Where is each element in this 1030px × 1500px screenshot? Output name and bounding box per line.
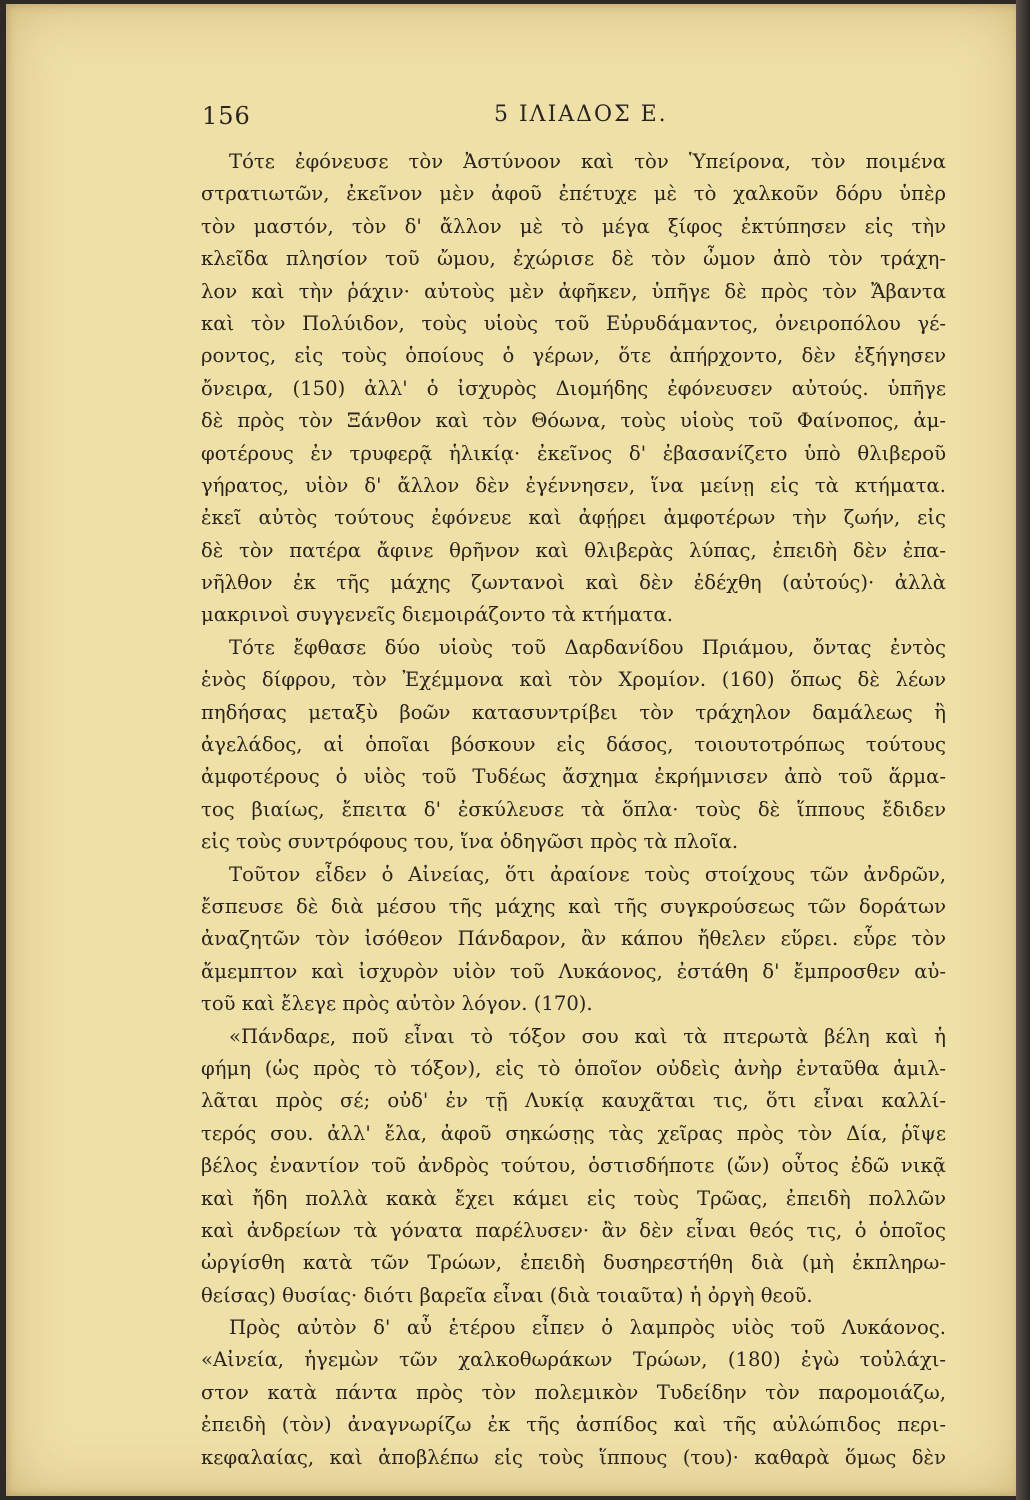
text-line: Πρὸς αὐτὸν δ' αὖ ἑτέρου εἶπεν ὁ λαμπρὸς υἱὸς τοῦ Λυκάονος. <box>229 1316 946 1340</box>
text-line: Τοῦτον εἶδεν ὁ Αἰνείας, ὅτι ἀραίονε τοὺς στοίχους τῶν ἀνδρῶν, <box>229 862 946 886</box>
text-line: Τότε ἐφόνευσε τὸν Ἀστύνοον καὶ τὸν Ὑπείρονα, τὸν ποιμένα <box>229 150 946 173</box>
text-line: τὸν μαστόν, τὸν δ' ἄλλον μὲ τὸ μέγα ξίφος ἐκτύπησεν εἰς τὴν <box>201 214 946 238</box>
text-line: καὶ τὸν Πολύιδον, τοὺς υἱοὺς τοῦ Εὐρυδάμαντος, ὀνειροπόλου γέ- <box>201 311 946 335</box>
text-line: κλεῖδα πλησίον τοῦ ὤμου, ἐχώρισε δὲ τὸν ὦμον ἀπὸ τὸν τράχη- <box>201 247 946 271</box>
text-line: στον κατὰ πάντα πρὸς τὸν πολεμικὸν Τυδείδην τὸν παρομοιάζω, <box>201 1380 946 1404</box>
text-line: ἀμφοτέρους ὁ υἱὸς τοῦ Τυδέως ἄσχημα ἐκρήμνισεν ἀπὸ τοῦ ἅρμα- <box>201 765 946 789</box>
book-edge <box>1016 0 1030 1500</box>
text-line: Τότε ἔφθασε δύο υἱοὺς τοῦ Δαρδανίδου Πριάμου, ὄντας ἐντὸς <box>229 635 946 659</box>
text-line: φήμη (ὡς πρὸς τὸ τόξον), εἰς τὸ ὁποῖον οὐδεὶς ἀνὴρ ἐνταῦθα ἁμιλ- <box>201 1056 946 1080</box>
text-line: ἑνὸς δίφρου, τὸν Ἐχέμμονα καὶ τὸν Χρομίον. (160) ὅπως δὲ λέων <box>201 668 946 692</box>
text-line: γήρατος, υἱὸν δ' ἄλλον δὲν ἐγέννησεν, ἵνα μείνῃ εἰς τὰ κτήματα. <box>201 473 946 497</box>
page-number: 156 <box>202 102 251 130</box>
text-line: καὶ ἀνδρείων τὰ γόνατα παρέλυσεν· ἂν δὲν εἶναι θεός τις, ὁ ὁποῖος <box>201 1218 946 1242</box>
text-line: μακρινοὶ συγγενεῖς διεμοιράζοντο τὰ κτήματα. <box>201 603 674 627</box>
text-line: στρατιωτῶν, ἐκεῖνον μὲν ἀφοῦ ἐπέτυχε μὲ τὸ χαλκοῦν δόρυ ὑπὲρ <box>201 182 946 206</box>
text-line: ὠργίσθη κατὰ τῶν Τρώων, ἐπειδὴ δυσηρεστήθη διὰ (μὴ ἐκπληρω- <box>201 1251 946 1275</box>
text-line: θείσας) θυσίας· διότι βαρεῖα εἶναι (διὰ τοιαῦτα) ἡ ὀργὴ θεοῦ. <box>201 1283 813 1307</box>
text-line: νῆλθον ἐκ τῆς μάχης ζωντανοὶ καὶ δὲν ἐδέχθη (αὐτούς)· ἀλλὰ <box>201 571 946 595</box>
running-header <box>6 102 1020 142</box>
text-line: ἀγελάδος, αἱ ὁποῖαι βόσκουν εἰς δάσος, τοιουτοτρόπως τούτους <box>201 733 946 757</box>
text-line: ἐπειδὴ (τὸν) ἀναγνωρίζω ἐκ τῆς ἀσπίδος καὶ τῆς αὐλώπιδος περι- <box>201 1413 946 1437</box>
text-line: βέλος ἐναντίον τοῦ ἀνδρὸς τούτου, ὁστισδήποτε (ὤν) οὗτος ἐδῶ νικᾷ <box>201 1154 946 1178</box>
text-line: δὲ πρὸς τὸν Ξάνθον καὶ τὸν Θόωνα, τοὺς υἱοὺς τοῦ Φαίνοπος, ἀμ- <box>201 409 946 433</box>
text-line: «Πάνδαρε, ποῦ εἶναι τὸ τόξον σου καὶ τὰ πτερωτὰ βέλη καὶ ἡ <box>229 1024 946 1048</box>
chapter-title: 5 ΙΛΙΑΔΟΣ Ε. <box>494 102 668 127</box>
text-line: λον καὶ τὴν ῥάχιν· αὐτοὺς μὲν ἀφῆκεν, ὑπῆγε δὲ πρὸς τὸν Ἄβαντα <box>201 279 946 303</box>
text-line: δὲ τὸν πατέρα ἄφινε θρῆνον καὶ θλιβερὰς λύπας, ἐπειδὴ δὲν ἐπα- <box>201 538 946 562</box>
text-line: «Αἰνεία, ἡγεμὼν τῶν χαλκοθωράκων Τρώων, (180) ἐγὼ τοὐλάχι- <box>201 1348 946 1372</box>
text-line: λᾶται πρὸς σέ; οὐδ' ἐν τῇ Λυκίᾳ καυχᾶται τις, ὅτι εἶναι καλλί- <box>201 1089 946 1113</box>
text-line: κεφαλαίας, καὶ ἀποβλέπω εἰς τοὺς ἵππους (του)· καθαρὰ ὅμως δὲν <box>201 1445 946 1469</box>
text-line: ροντος, εἰς τοὺς ὁποίους ὁ γέρων, ὅτε ἀπήρχοντο, δὲν ἐξήγησεν <box>201 344 946 368</box>
text-line: τος βιαίως, ἔπειτα δ' ἐσκύλευσε τὰ ὅπλα· τοὺς δὲ ἵππους ἔδιδεν <box>201 797 946 821</box>
text-line: ὄνειρα, (150) ἀλλ' ὁ ἰσχυρὸς Διομήδης ἐφόνευσεν αὐτούς. ὑπῆγε <box>201 376 946 400</box>
text-line: ἀναζητῶν τὸν ἰσόθεον Πάνδαρον, ἂν κάπου ἤθελεν εὕρει. εὗρε τὸν <box>201 927 946 951</box>
body-text <box>201 146 946 1474</box>
text-line: πηδήσας μεταξὺ βοῶν κατασυντρίβει τὸν τράχηλον δαμάλεως ἢ <box>201 700 946 724</box>
text-line: ἔσπευσε δὲ διὰ μέσου τῆς μάχης καὶ τῆς συγκρούσεως τῶν δοράτων <box>201 894 946 918</box>
text-line: τερός σου. ἀλλ' ἔλα, ἀφοῦ σηκώσῃς τὰς χεῖρας πρὸς τὸν Δία, ῥῖψε <box>201 1121 946 1145</box>
text-line: καὶ ἤδη πολλὰ κακὰ ἔχει κάμει εἰς τοὺς Τρῶας, ἐπειδὴ πολλῶν <box>201 1186 946 1210</box>
text-line: εἰς τοὺς συντρόφους του, ἵνα ὁδηγῶσι πρὸς τὰ πλοῖα. <box>201 830 739 854</box>
text-line: ἐκεῖ αὐτὸς τούτους ἐφόνευε καὶ ἀφῄρει ἀμφοτέρων τὴν ζωήν, εἰς <box>201 506 946 530</box>
text-line: ἄμεμπτον καὶ ἰσχυρὸν υἱὸν τοῦ Λυκάονος, ἐστάθη δ' ἔμπροσθεν αὐ- <box>201 959 946 983</box>
book-page <box>6 4 1020 1496</box>
text-line: φοτέρους ἐν τρυφερᾷ ἡλικίᾳ· ἐκεῖνος δ' ἐβασανίζετο ὑπὸ θλιβεροῦ <box>201 441 946 465</box>
text-line: τοῦ καὶ ἔλεγε πρὸς αὐτὸν λόγον. (170). <box>201 992 593 1016</box>
